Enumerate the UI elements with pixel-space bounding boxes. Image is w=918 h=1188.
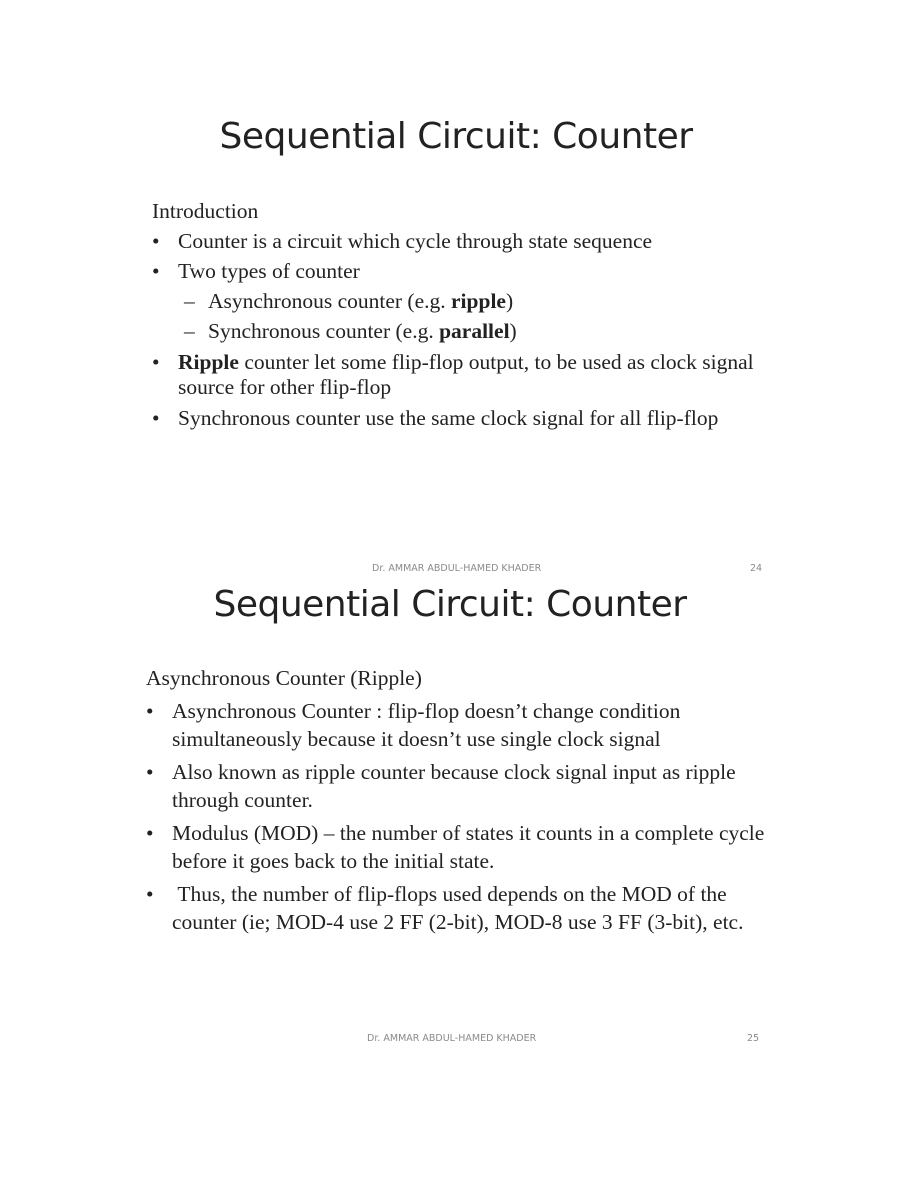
bullet-text: Modulus (MOD) – the number of states it counts in a complete cycle before it goes back to the initial state. xyxy=(172,821,765,873)
bullet-item xyxy=(152,256,792,286)
bullet-list xyxy=(152,226,792,286)
sub-bullet-emphasis: parallel xyxy=(439,319,510,343)
sub-bullet-emphasis: ripple xyxy=(451,289,506,313)
slide-25 xyxy=(0,580,918,1060)
footer-author: Dr. AMMAR ABDUL-HAMED KHADER xyxy=(367,1033,537,1044)
sub-bullet-text-end: ) xyxy=(505,289,514,313)
sub-bullet-item xyxy=(152,316,792,346)
bullet-text: Two types of counter xyxy=(178,259,360,283)
bullet-text: Counter is a circuit which cycle through state sequence xyxy=(178,229,653,253)
bullet-text: Synchronous counter use the same clock signal for all flip-flop xyxy=(178,406,719,430)
section-heading: Asynchronous Counter (Ripple) xyxy=(146,666,422,690)
bullet-item xyxy=(146,819,786,875)
slide-title: Sequential Circuit: Counter xyxy=(219,116,693,157)
sub-bullet-text-end: ) xyxy=(509,319,517,343)
bullet-list xyxy=(146,697,786,936)
bullet-item xyxy=(146,880,786,936)
bullet-text: Also known as ripple counter because clock signal input as ripple through counter. xyxy=(172,760,736,812)
sub-bullet-list xyxy=(152,286,792,346)
bullet-list xyxy=(152,350,792,431)
bullet-item xyxy=(152,406,792,431)
bullet-emphasis: Ripple xyxy=(178,350,239,374)
slide-body xyxy=(152,196,792,431)
sub-bullet-item xyxy=(152,286,792,316)
bullet-text: counter let some flip-flop output, to be used as clock signal source for other flip-flop xyxy=(178,350,754,399)
footer-page-number: 24 xyxy=(750,563,763,574)
section-heading: Introduction xyxy=(152,199,259,223)
sub-bullet-text: Asynchronous counter (e.g. xyxy=(208,289,452,313)
footer-author: Dr. AMMAR ABDUL-HAMED KHADER xyxy=(372,563,542,574)
footer-page-number: 25 xyxy=(747,1033,760,1044)
bullet-item xyxy=(146,758,786,814)
slide-title: Sequential Circuit: Counter xyxy=(213,584,687,625)
bullet-item xyxy=(152,350,792,406)
bullet-text: Thus, the number of flip-flops used depends on the MOD of the counter (ie; MOD-4 use 2 FF (2-bit), MOD-8 use 3 FF (3-bit), etc. xyxy=(172,882,744,934)
slide-body xyxy=(146,664,786,936)
bullet-item xyxy=(146,697,786,753)
slide-24 xyxy=(0,0,918,580)
sub-bullet-text: Synchronous counter (e.g. xyxy=(208,319,440,343)
bullet-item xyxy=(152,226,792,256)
bullet-text: Asynchronous Counter : flip-flop doesn’t change condition simultaneously because it doesn’t use single clock signal xyxy=(172,699,681,751)
